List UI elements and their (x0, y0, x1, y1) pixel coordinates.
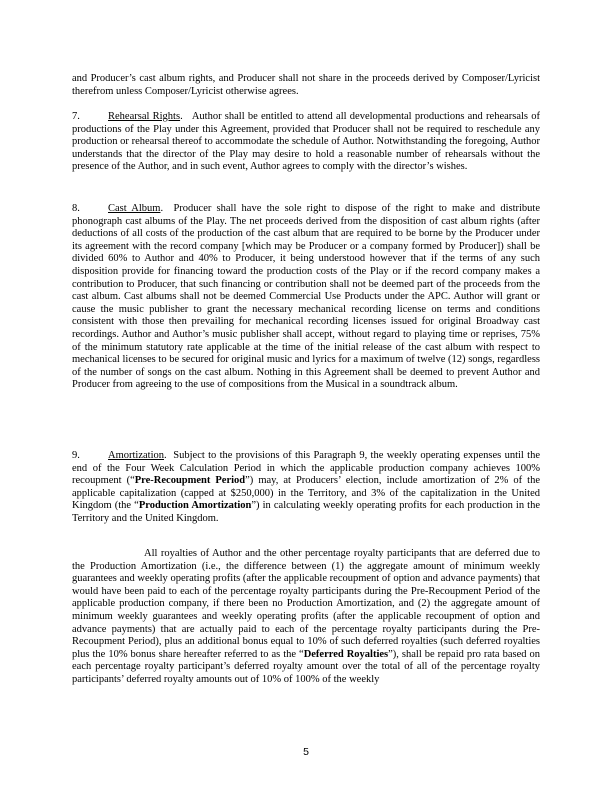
section-9-text-3: ”) in calculating weekly operating profits for each production in the Territory and the United Kingdom. (72, 500, 540, 524)
deferred-royalties-term: Deferred Royalties (303, 648, 389, 660)
section-9-number: 9. (72, 450, 80, 461)
section-7-number: 7. (72, 111, 80, 122)
section-7-rehearsal-rights: 7. Rehearsal Rights. Author shall be entitled to attend all developmental productions and rehearsals of productions of the Play under this Agreement, provided that Producer shall not be required to reschedule any production or rehearsal thereof to accommodate the schedule of Author. Notwithstanding the foregoing, Author understands that the director of the Play may desire to hold a reasonable number of rehearsals without the presence of the Author, and in such event, Author agrees to comply with the director’s wishes. (72, 111, 540, 173)
section-8-cast-album: 8. Cast Album. Producer shall have the sole right to dispose of the right to make and distribute phonograph cast albums of the Play. The net proceeds derived from the disposition of cast album rights (after deductions of all costs of the production of the cast album that are required to be borne by the Producer under its agreement with the record company [which may be Producer or a company formed by Producer]) shall be divided 60% to Author and 40% to Producer, it being understood however that if the terms of any such disposition provide for financing toward the production costs of the Play or if the record company makes a contribution to Producer, that such financing or contribution shall not be deemed part of the proceeds from the cast album. Cast albums shall not be deemed Commercial Use Products under the APC. Author will grant or cause the music publisher to grant the necessary mechanical recording license on terms and conditions consistent with those then prevailing for mechanical recording licenses issued for original Broadway cast recordings. Author and Author’s music publisher shall accept, without regard to playing time or reprises, 75% of the minimum statutory rate applicable at the time of the initial release of the cast album with respect to mechanical licenses to be secured for original music and lyrics for a maximum of twelve (12) songs, regardless of the number of songs on the cast album. Nothing in this Agreement shall be deemed to prevent Author and Producer from agreeing to the use of compositions from the Musical in a soundtrack album. (72, 203, 540, 391)
section-8-heading: Cast Album (108, 203, 161, 214)
royalties-text-1: All royalties of Author and the other percentage royalty participants that are deferred due to the Production Amortization (i.e., the difference between (1) the aggregate amount of minimum weekly guarantees and weekly operating profits (after the applicable recoupment of option and advance payments) that would have been paid to each of the percentage royalty participants during the Pre-Recoupment Period of the applicable production company, if there been no Production Amortization, and (2) the aggregate amount of minimum weekly guarantees and weekly operating profits (after the applicable recoupment of option and advance payments) that are actually paid to each of the percentage royalty participants during the Pre-Recoupment Period), plus an additional bonus equal to 10% of such deferred royalties (such deferred royalties plus the 10% bonus share hereafter referred to as the “ (72, 548, 540, 660)
continuation-paragraph (72, 73, 540, 98)
section-8-number: 8. (72, 203, 80, 214)
section-9-text-2: ”) may, at Producers’ election, include amortization of 2% of the applicable capitalization (capped at $250,000) in the Territory, and 3% of the capitalization in the United Kingdom (the “ (72, 475, 540, 512)
production-amortization-term: Production Amortization (138, 500, 252, 512)
continuation-text: and Producer’s cast album rights, and Producer shall not share in the proceeds derived by Composer/Lyricist therefrom unless Composer/Lyricist otherwise agrees. (72, 73, 540, 97)
pre-recoupment-period-term: Pre-Recoupment Period (134, 475, 246, 487)
section-9-text-1: Subject to the provisions of this Paragraph 9, the weekly operating expenses until the end of the Four Week Calculation Period in which the applicable production company achieves 100% recoupment (“ (72, 450, 540, 487)
section-7-heading: Rehearsal Rights (108, 111, 181, 122)
royalties-paragraph (72, 548, 540, 687)
section-7-body: Author shall be entitled to attend all developmental productions and rehearsals of productions of the Play under this Agreement, provided that Producer shall not be required to reschedule any production or rehearsal thereof to accommodate the schedule of Author. Notwithstanding the foregoing, Author understands that the director of the Play may desire to hold a reasonable number of rehearsals without the presence of the Author, and in such event, Author agrees to comply with the director’s wishes. (72, 111, 540, 173)
royalties-text-2: ”), shall be repaid pro rata based on each percentage royalty participant’s deferred royalty amount over the total of all of the percentage royalty participants’ deferred royalty amounts out of 10% of 100% of the weekly (72, 648, 540, 685)
section-9-heading: Amortization (108, 450, 164, 461)
page-number: 5 (303, 746, 309, 758)
section-9-amortization: 9. Amortization. Subject to the provisions of this Paragraph 9, the weekly operating expenses until the end of the Four Week Calculation Period in which the applicable production company achieves 100% recoupment (“Pre-Recoupment Period”) may, at Producers’ election, include amortization of 2% of the applicable capitalization (capped at $250,000) in the Territory, and 3% of the capitalization in the United Kingdom (the “Production Amortization”) in calculating weekly operating profits for each production in the Territory and the United Kingdom. (72, 450, 540, 524)
section-8-body: Producer shall have the sole right to dispose of the right to make and distribute phonograph cast albums of the Play. The net proceeds derived from the disposition of cast album rights (after deductions of all costs of the production of the cast album that are required to be borne by the Producer under its agreement with the record company [which may be Producer or a company formed by Producer]) shall be divided 60% to Author and 40% to Producer, it being understood however that if the terms of any such disposition provide for financing toward the production costs of the Play or if the record company makes a contribution to Producer, that such financing or contribution shall not be deemed part of the proceeds from the cast album. Cast albums shall not be deemed Commercial Use Products under the APC. Author will grant or cause the music publisher to grant the necessary mechanical recording license on terms and conditions consistent with those then prevailing for mechanical recording licenses issued for original Broadway cast recordings. Author and Author’s music publisher shall accept, without regard to playing time or reprises, 75% of the minimum statutory rate applicable at the time of the initial release of the cast album with respect to mechanical licenses to be secured for original music and lyrics for a maximum of twelve (12) songs, regardless of the number of songs on the cast album. Nothing in this Agreement shall be deemed to prevent Author and Producer from agreeing to the use of compositions from the Musical in a soundtrack album. (72, 203, 540, 391)
